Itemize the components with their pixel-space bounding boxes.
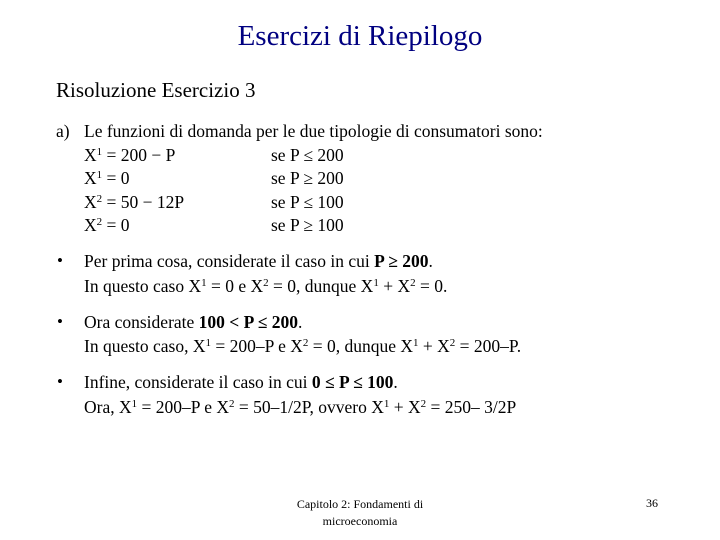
footer-line-1: Capitolo 2: Fondamenti di bbox=[296, 497, 424, 511]
slide-title: Esercizi di Riepilogo bbox=[237, 20, 483, 52]
footer-line-2: microeconomia bbox=[322, 514, 398, 528]
demand-expression: $X^2 = 50 - 12P$ bbox=[84, 192, 185, 212]
bullet-1-line-2: In questo caso $X^1 = 0$ e $X^2 = 0$, dunque $X^1 + X^2 = 0$. bbox=[84, 276, 448, 296]
bullet-3-line-2: Ora, $X^1 = 200-P$ e $X^2 = 50-1/2P$, ovvero $X^1 + X^2 = 250-$ 3/2P bbox=[84, 397, 517, 417]
demand-condition: se P ≥ 100 bbox=[271, 215, 344, 235]
part-a-marker: a) bbox=[56, 121, 70, 141]
section-subtitle: Risoluzione Esercizio 3 bbox=[56, 78, 256, 102]
bullet-2-line-1: Ora considerate 100 < P ≤ 200. bbox=[84, 312, 303, 332]
demand-expression: $X^1 = 0$ bbox=[84, 168, 130, 188]
demand-condition: se P ≥ 200 bbox=[271, 168, 344, 188]
bullet-glyph: • bbox=[57, 312, 63, 331]
demand-condition: se P ≤ 200 bbox=[271, 145, 344, 165]
bullet-3-line-1: Infine, considerate il caso in cui 0 ≤ P ≤ 100. bbox=[84, 372, 398, 392]
demand-condition: se P ≤ 100 bbox=[271, 192, 344, 212]
demand-expression: $X^2 = 0$ bbox=[84, 215, 130, 235]
bullet-glyph: • bbox=[57, 251, 63, 270]
bullet-glyph: • bbox=[57, 372, 63, 391]
bullet-1-line-1: Per prima cosa, considerate il caso in cui P ≥ 200. bbox=[84, 251, 433, 271]
demand-expression: $X^1 = 200 - P$ bbox=[84, 145, 176, 165]
part-a-intro: Le funzioni di domanda per le due tipologie di consumatori sono: bbox=[84, 121, 543, 141]
page-number: 36 bbox=[646, 496, 658, 510]
bullet-2-line-2: In questo caso, $X^1 = 200-P$ e $X^2 = 0$, dunque $X^1 + X^2 = 200-P$. bbox=[84, 336, 522, 356]
footer-chapter bbox=[250, 496, 470, 530]
